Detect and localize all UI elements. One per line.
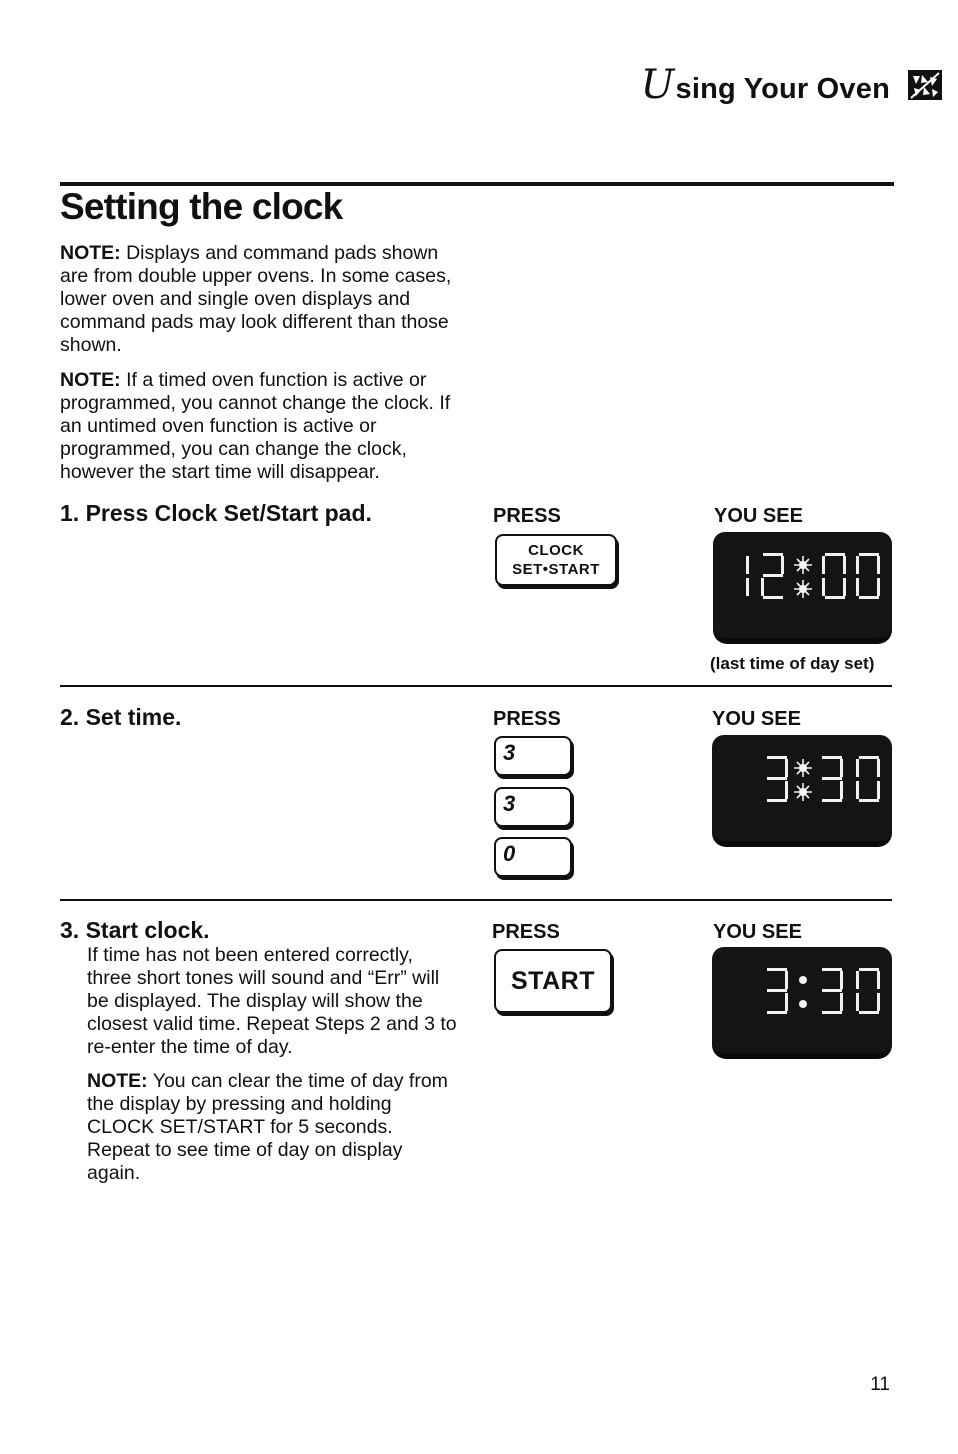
number-pad-3[interactable]: 3: [494, 787, 572, 827]
section-title: Setting the clock: [60, 186, 343, 227]
number-pad-0[interactable]: 0: [494, 837, 572, 877]
step-3-display-digits: [712, 947, 892, 1059]
page-header-title: [641, 62, 890, 108]
note-label: NOTE:: [60, 242, 121, 264]
step-3-you-see-label: YOU SEE: [713, 921, 802, 943]
step-3-press-label: PRESS: [492, 921, 560, 943]
oven-section-icon: [908, 70, 942, 100]
step-2-display-digits: [712, 735, 892, 847]
step-1-display-digits: [713, 532, 892, 644]
note-display-variation: [60, 242, 460, 357]
step-divider: [60, 685, 892, 687]
step-3-note: [87, 1070, 457, 1185]
note-label: NOTE:: [87, 1070, 148, 1092]
step-1-title: 1. Press Clock Set/Start pad.: [60, 500, 372, 526]
step-2-title: 2. Set time.: [60, 704, 182, 730]
step-1-you-see-label: YOU SEE: [714, 505, 803, 527]
note-timed-function: [60, 369, 460, 484]
header-title-rest: sing Your Oven: [675, 73, 890, 105]
clock-set-start-pad[interactable]: [495, 534, 617, 586]
note-text: If a timed oven function is active or programmed, you cannot change the clock. If an untimed oven function is active or programmed, you can change the clock, however the start time will disappear.: [60, 369, 451, 483]
step-3-title: 3. Start clock.: [60, 917, 210, 943]
step-1-display-caption: (last time of day set): [710, 654, 875, 673]
step-1-display: [713, 532, 892, 644]
note-text: Displays and command pads shown are from double upper ovens. In some cases, lower oven and single oven displays and command pads may look different than those shown.: [60, 242, 452, 356]
note-label: NOTE:: [60, 369, 121, 391]
clock-pad-label-bottom: SET•START: [512, 561, 600, 578]
step-1-press-label: PRESS: [493, 505, 561, 527]
step-2-you-see-label: YOU SEE: [712, 708, 801, 730]
step-divider: [60, 899, 892, 901]
note-text: You can clear the time of day from the display by pressing and holding CLOCK SET/START for 5 seconds. Repeat to see time of day on display again.: [87, 1070, 448, 1184]
number-pad-3[interactable]: 3: [494, 736, 572, 776]
header-title-initial: U: [640, 62, 675, 108]
page-number: 11: [870, 1374, 890, 1395]
clock-pad-label-top: CLOCK: [528, 542, 584, 559]
step-3-display: [712, 947, 892, 1059]
step-2-press-label: PRESS: [493, 708, 561, 730]
start-pad[interactable]: START: [494, 949, 612, 1013]
step-3-body: If time has not been entered correctly, three short tones will sound and “Err” will be displayed. The display will show the closest valid time. Repeat Steps 2 and 3 to re-enter the time of day.: [87, 944, 457, 1058]
step-2-display: [712, 735, 892, 847]
